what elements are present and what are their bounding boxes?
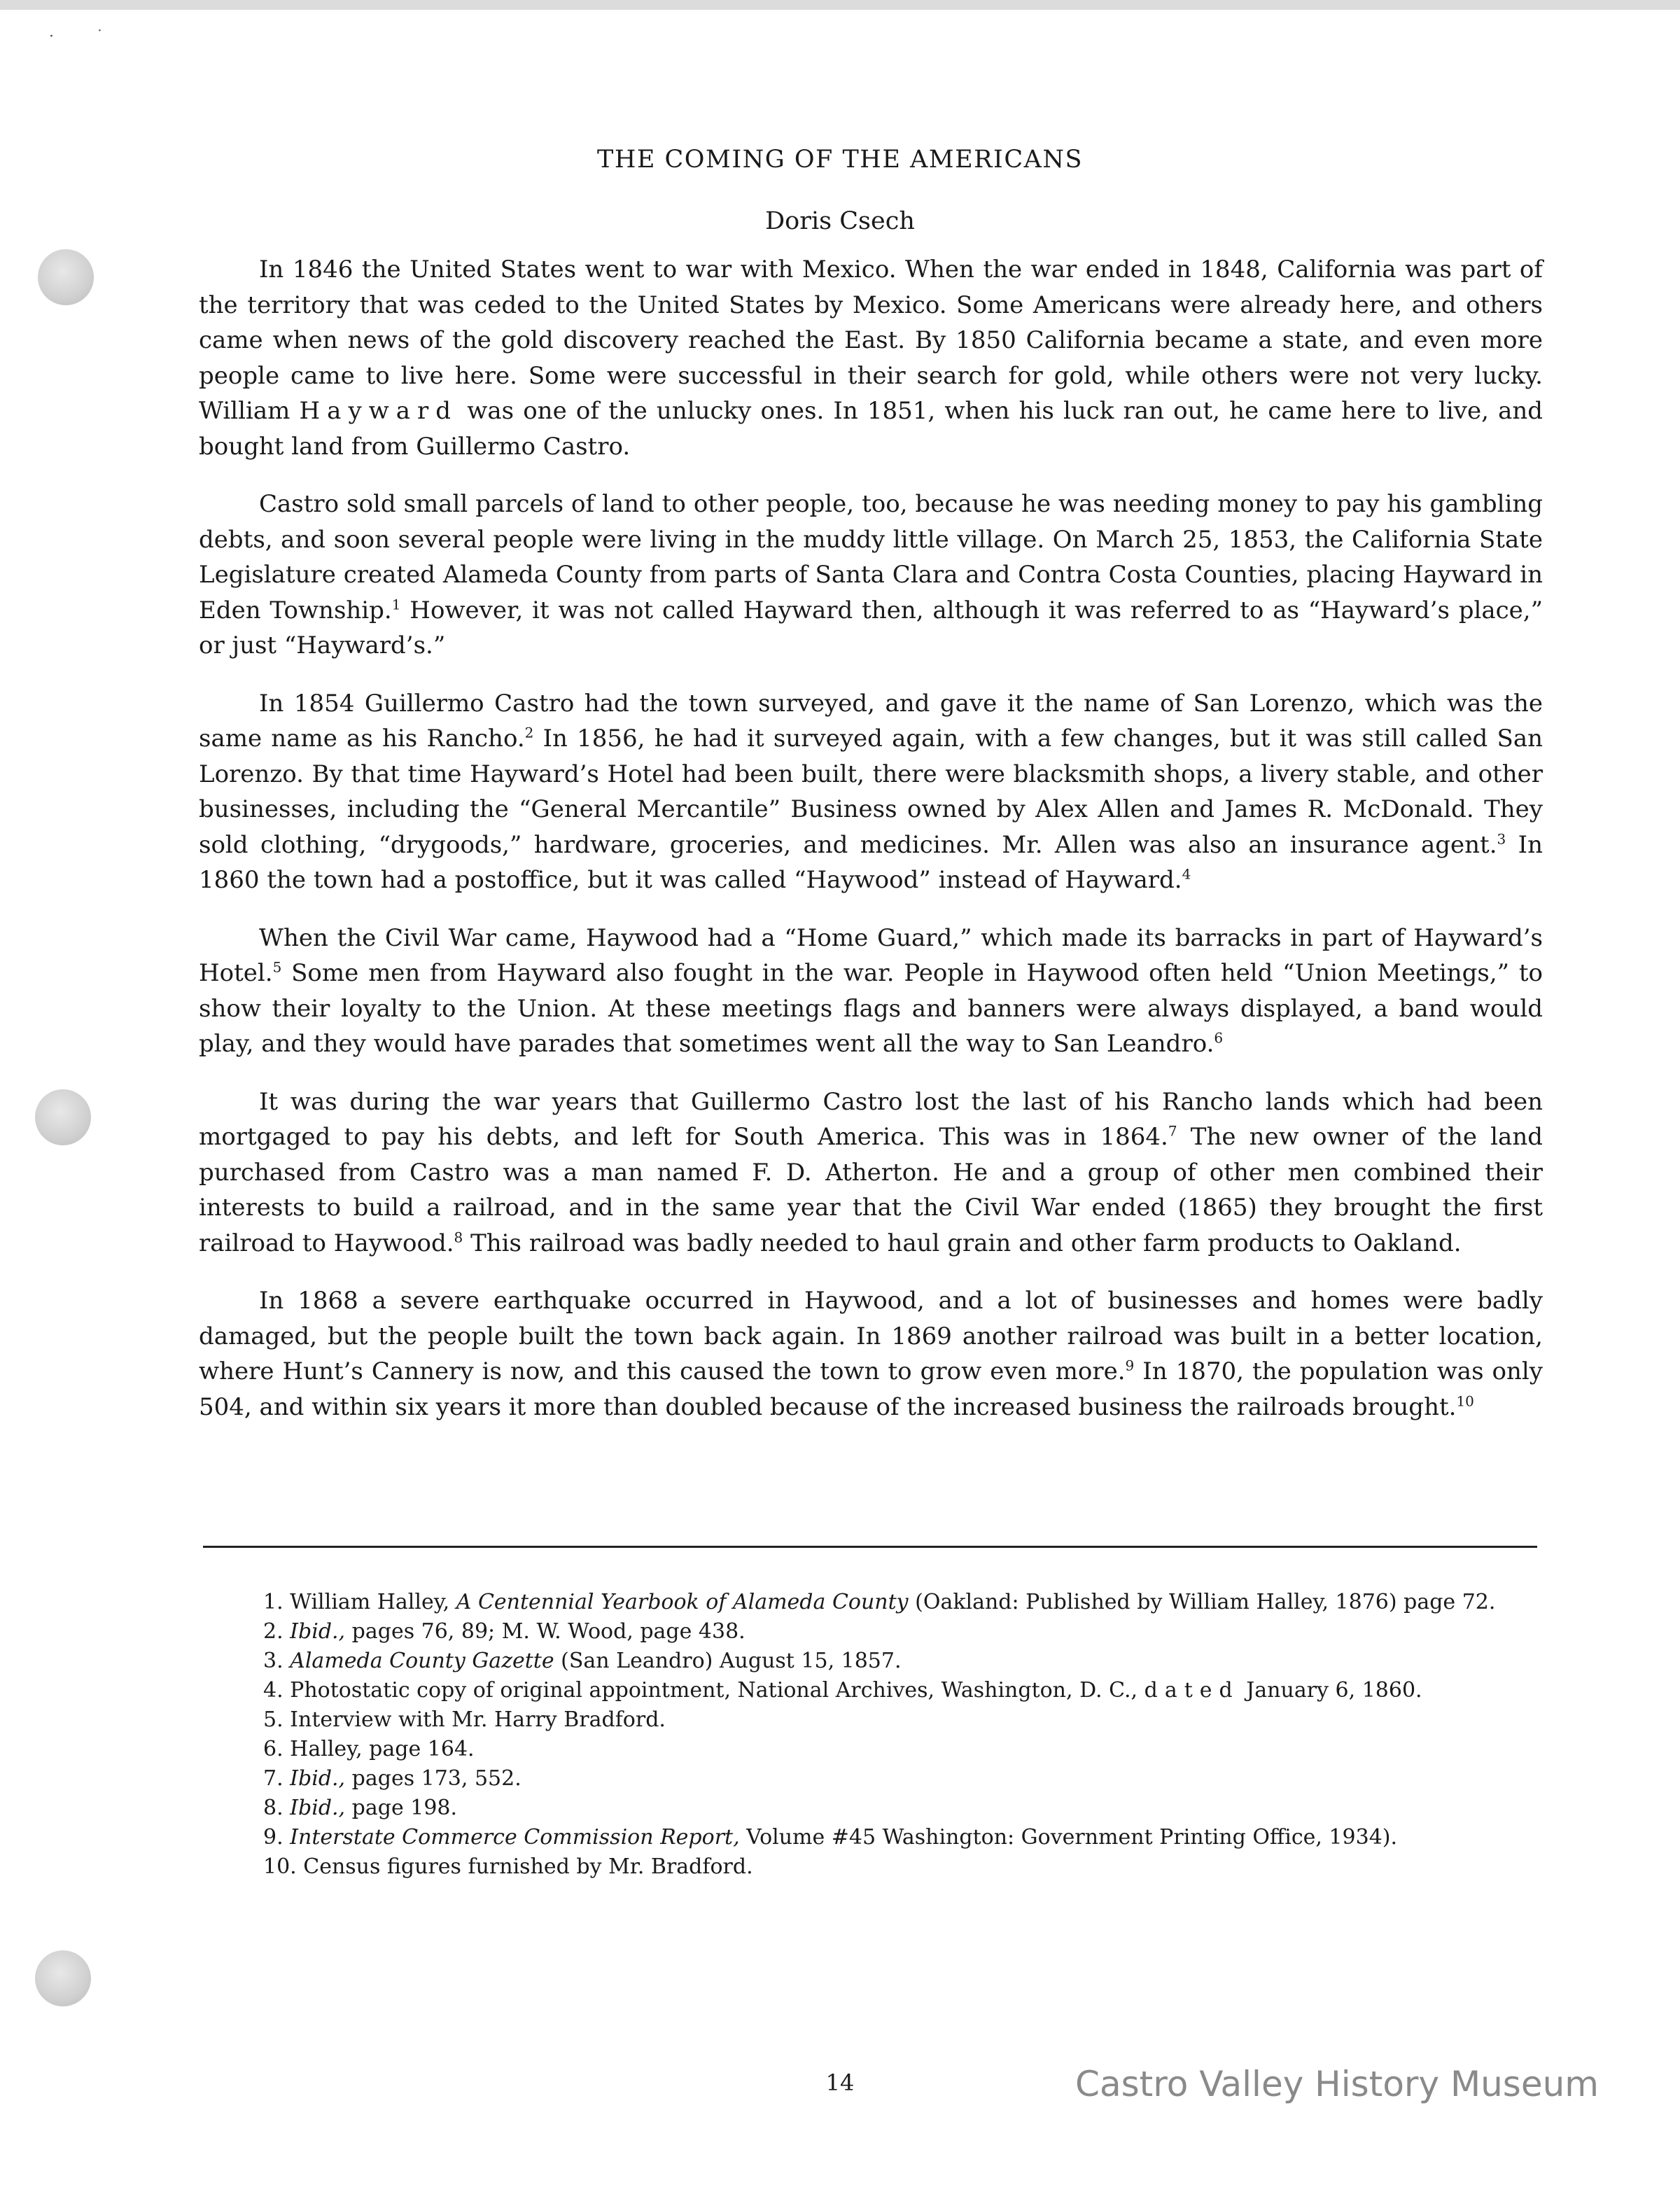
footnote-ref: 2 (524, 724, 534, 741)
museum-watermark: Castro Valley History Museum (1075, 2064, 1599, 2104)
footnote: 8. Ibid., page 198. (263, 1796, 458, 1820)
footnote: 6. Halley, page 164. (263, 1737, 475, 1761)
paragraph: In 1854 Guillermo Castro had the town surveyed, and gave it the name of San Lorenzo, which was the same name as his Rancho.$^2$ In 1856, he had it surveyed again, with a few changes, but it was still called San Lorenzo. By that time Hayward’s Hotel had been built, there were blacksmith shops, a livery stable, and other businesses, including the “General Mercantile” Business owned by Alex Allen and James R. McDonald. They sold clothing, “drygoods,” hardware, groceries, and medicines. Mr. Allen was also an insurance agent.$^3$ In 1860 the town had a postoffice, but it was called “Haywood” instead of Hayward.$^4$ (199, 689, 1543, 894)
footnote: 3. Alameda County Gazette (San Leandro) August 15, 1857. (263, 1649, 902, 1673)
scan-specks: ·˙ (49, 28, 146, 46)
footnote-ref: 10 (1456, 1392, 1474, 1410)
footnote-ref: 3 (1497, 830, 1506, 848)
footnote-ref: 5 (272, 958, 282, 976)
footnote-ref: 6 (1214, 1029, 1224, 1047)
punch-hole (38, 249, 94, 305)
punch-hole (35, 1089, 91, 1145)
paragraph: In 1868 a severe earthquake occurred in Haywood, and a lot of businesses and homes were badly damaged, but the people built the town back again. In 1869 another railroad was built in a better location, where Hunt’s Cannery is now, and this caused the town to grow even more.$^9$ In 1870, the population was only 504, and within six years it more than doubled because of the increased business the railroads brought.$^{10}$ (199, 1287, 1543, 1421)
footnote: 9. Interstate Commerce Commission Report, Volume #45 Washington: Government Printing Office, 1934). (263, 1825, 1398, 1850)
author-name: Doris Csech (765, 207, 915, 235)
footnote: 1. William Halley, A Centennial Yearbook of Alameda County (Oakland: Published by William Halley, 1876) page 72. (263, 1590, 1496, 1614)
footnotes (203, 1588, 1540, 1882)
footnote: 10. Census figures furnished by Mr. Bradford. (263, 1854, 753, 1879)
scan-top-edge (0, 0, 1680, 10)
footnote-ref: 9 (1125, 1357, 1135, 1374)
punch-hole (35, 1950, 91, 2006)
paragraph: It was during the war years that Guillermo Castro lost the last of his Rancho lands which had been mortgaged to pay his debts, and left for South America. This was in 1864.$^7$ The new owner of the land purchased from Castro was a man named F. D. Atherton. He and a group of other men combined their interests to build a railroad, and in the same year that the Civil War ended (1865) they brought the first railroad to Haywood.$^8$ This railroad was badly needed to haul grain and other farm products to Oakland. (199, 1087, 1543, 1257)
footnote: 2. Ibid., pages 76, 89; M. W. Wood, page 438. (263, 1619, 746, 1644)
footnote-ref: 7 (1168, 1122, 1177, 1140)
page-title: THE COMING OF THE AMERICANS (596, 146, 1084, 174)
footnote-ref: 1 (391, 596, 401, 613)
page-number: 14 (825, 2069, 855, 2096)
spaced-name: Hayward (299, 397, 458, 425)
footnote-divider (203, 1546, 1537, 1548)
footnote: 4. Photostatic copy of original appointment, National Archives, Washington, D. C., dated January 6, 1860. (263, 1678, 1422, 1703)
paragraph: When the Civil War came, Haywood had a “Home Guard,” which made its barracks in part of Hayward’s Hotel.$^5$ Some men from Hayward also fought in the war. People in Haywood often held “Union Meetings,” to show their loyalty to the Union. At these meetings flags and banners were always displayed, a band would play, and they would have parades that sometimes went all the way to San Leandro.$^6$ (199, 923, 1543, 1058)
paragraph: In 1846 the United States went to war with Mexico. When the war ended in 1848, California was part of the territory that was ceded to the United States by Mexico. Some Americans were already here, and others came when news of the gold discovery reached the East. By 1850 California became a state, and even more people came to live here. Some were successful in their search for gold, while others were not very lucky. William Hayward was one of the unlucky ones. In 1851, when his luck ran out, he came here to live, and bought land from Guillermo Castro. (199, 256, 1543, 461)
footnote-ref: 8 (454, 1229, 463, 1246)
article-body (199, 252, 1543, 1447)
paragraph: Castro sold small parcels of land to other people, too, because he was needing money to pay his gambling debts, and soon several people were living in the muddy little village. On March 25, 1853, the California State Legislature created Alameda County from parts of Santa Clara and Contra Costa Counties, placing Hayward in Eden Township.$^1$ However, it was not called Hayward then, although it was referred to as “Hayward’s place,” or just “Hayward’s.” (199, 490, 1543, 659)
footnote: 5. Interview with Mr. Harry Bradford. (263, 1707, 666, 1732)
footnote: 7. Ibid., pages 173, 552. (263, 1766, 522, 1791)
footnote-ref: 4 (1182, 865, 1191, 883)
